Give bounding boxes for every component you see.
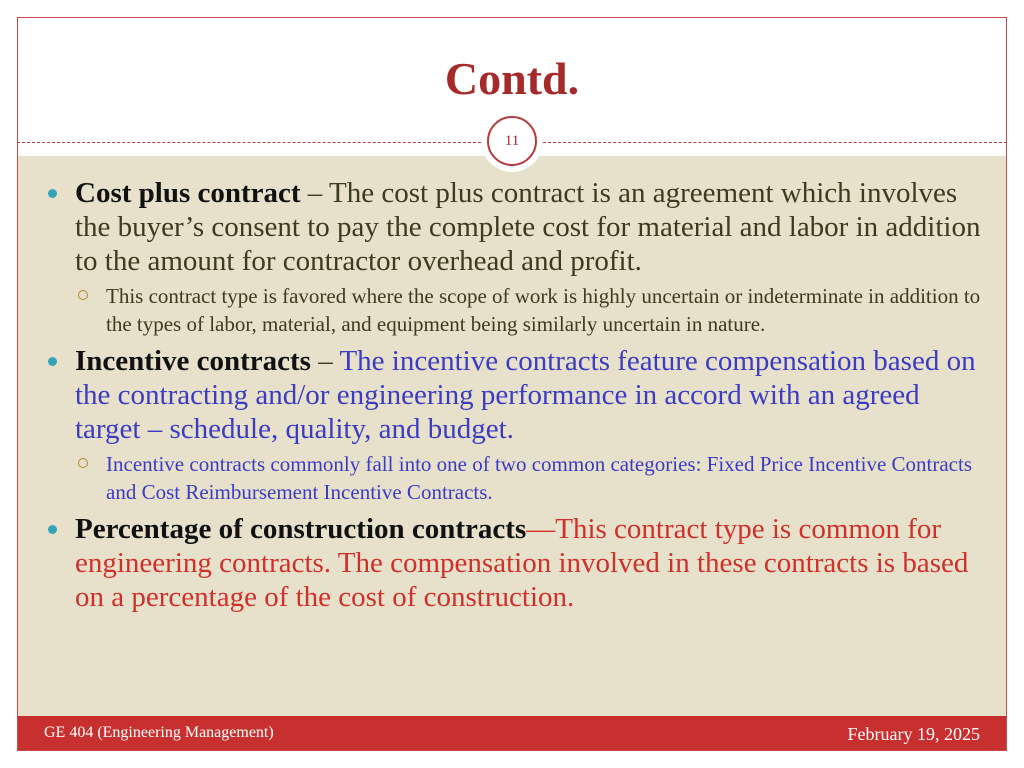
bullet-dot-icon: [48, 525, 57, 534]
bullet-separator: –: [300, 177, 330, 209]
sub-bullet-incentive: [48, 450, 988, 506]
sub-bullet-text: This contract type is favored where the scope of work is highly uncertain or indeterminate in addition to the types of labor, material, and equipment being similarly uncertain in nature.: [106, 284, 981, 336]
bullet-dot-icon: [48, 189, 57, 198]
bullet-text: The incentive contracts feature compensation based on the contracting and/or engineering performance in accord with an agreed target – schedule, quality, and budget.: [75, 345, 976, 445]
bullet-term: Cost plus contract: [75, 177, 301, 209]
footer-date: February 19, 2025: [847, 724, 980, 744]
sub-bullet-text: Incentive contracts commonly fall into one of two common categories: Fixed Price Incentive Contracts and Cost Reimbursement Incentive Contracts.: [106, 452, 972, 504]
footer-bar: [18, 716, 1006, 750]
bullet-term: Incentive contracts: [75, 345, 311, 377]
bullet-incentive-contracts: [48, 344, 988, 446]
ring-bullet-icon: [78, 458, 88, 468]
bullet-separator: —: [526, 513, 556, 545]
page-number-badge: 11: [487, 116, 537, 166]
slide-title: Contd.: [444, 53, 580, 104]
bullet-cost-plus-contract: [48, 176, 988, 278]
bullet-term: Percentage of construction contracts: [75, 513, 527, 545]
bullet-text: The cost plus contract is an agreement which involves the buyer’s consent to pay the complete cost for material and labor in addition to the amount for contractor overhead and profit.: [75, 177, 981, 277]
bullet-dot-icon: [48, 357, 57, 366]
bullet-text: This contract type is common for engineering contracts. The compensation involved in these contracts is based on a percentage of the cost of construction.: [75, 513, 969, 613]
footer-course: GE 404 (Engineering Management): [44, 724, 274, 741]
ring-bullet-icon: [78, 290, 88, 300]
bullet-percentage-of-construction: [48, 512, 988, 614]
sub-bullet-cost-plus: [48, 282, 988, 338]
bullet-separator: –: [310, 345, 340, 377]
slide-body: [48, 176, 988, 614]
